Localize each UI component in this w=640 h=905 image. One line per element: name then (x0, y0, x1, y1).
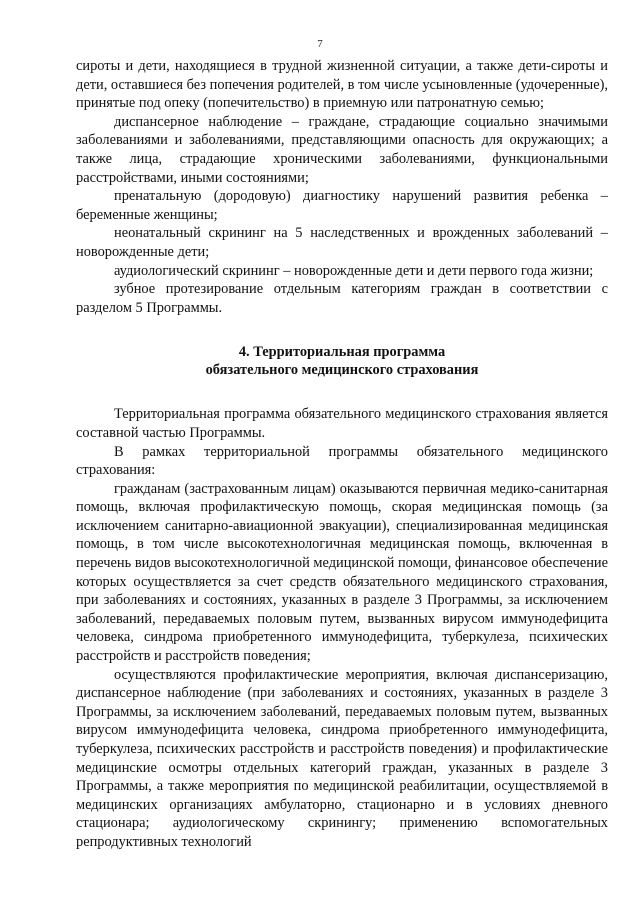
page-number: 7 (317, 38, 323, 50)
paragraph: пренатальную (дородовую) диагностику нарушений развития ребенка – беременные женщины; (76, 188, 608, 223)
paragraph: осуществляются профилактические мероприятия, включая диспансеризацию, диспансерное наблюдение (при заболеваниях и состояниях, указанных в разделе 3 Программы, за исключением заболеваний, передаваемых половым путем, вызванных вирусом иммунодефицита человека, синдрома приобретенного иммунодефицита, туберкулеза, психических расстройств и расстройств поведения) и профилактические медицинские осмотры отдельных категорий граждан, указанных в разделе 3 Программы, а также мероприятия по медицинской реабилитации, осуществляемой в медицинских организациях амбулаторно, стационарно и в условиях дневного стационара; аудиологическому скринингу; применению вспомогательных репродуктивных технологий (76, 666, 608, 850)
paragraph: Территориальная программа обязательного медицинского страхования является составной частью Программы. (76, 406, 608, 441)
paragraph: диспансерное наблюдение – граждане, страдающие социально значимыми заболеваниями и заболеваниями, представляющими опасность для окружающих; а также лица, страдающие хроническими заболеваниями, функциональными расстройствами, иными состояниями; (76, 113, 608, 186)
section-heading (76, 343, 608, 379)
section-heading-line-2: обязательного медицинского страхования (205, 362, 479, 379)
section-heading-line-1: 4. Территориальная программа (238, 344, 446, 361)
paragraph: В рамках территориальной программы обязательного медицинского страхования: (76, 443, 608, 479)
paragraph: аудиологический скрининг – новорожденные дети и дети первого года жизни; (114, 262, 594, 279)
paragraph: неонатальный скрининг на 5 наследственных и врожденных заболеваний – новорожденные дети; (76, 225, 608, 260)
document-body (76, 57, 608, 852)
paragraph: зубное протезирование отдельным категориям граждан в соответствии с разделом 5 Программы. (76, 281, 608, 316)
paragraph-group-top (76, 57, 608, 317)
paragraph-group-bottom (76, 405, 608, 851)
paragraph: сироты и дети, находящиеся в трудной жизненной ситуации, а также дети-сироты и дети, оставшиеся без попечения родителей, в том числе усыновленные (удочеренные), принятые под опеку (попечительство) в приемную или патронатную семью; (76, 58, 608, 112)
paragraph: гражданам (застрахованным лицам) оказываются первичная медико-санитарная помощь, включая профилактическую помощь, скорая медицинская помощь (за исключением санитарно-авиационной эвакуации), специализированная медицинская помощь, в том числе высокотехнологичная медицинская помощь, включенная в перечень видов высокотехнологичной медицинской помощи, финансовое обеспечение которых осуществляется за счет средств обязательного медицинского страхования, при заболеваниях и состояниях, указанных в разделе 3 Программы, за исключением заболеваний, передаваемых половым путем, вызванных вирусом иммунодефицита человека, синдрома приобретенного иммунодефицита, туберкулеза, психических расстройств и расстройств поведения; (76, 480, 608, 665)
